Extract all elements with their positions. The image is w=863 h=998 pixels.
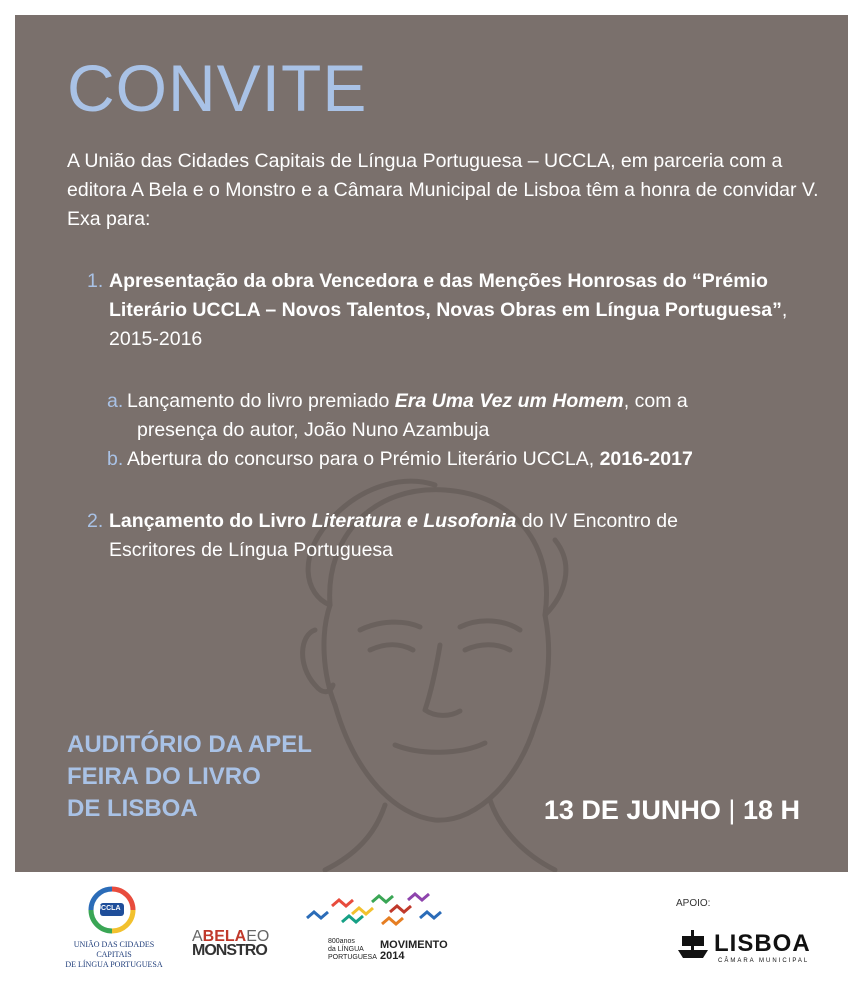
item1-bold-text: Apresentação da obra Vencedora e das Menções Honrosas do “Prémio Literário UCCLA – Novos Talentos, Novas Obras em Língua Portuguesa” (109, 270, 782, 321)
list-item-2 (87, 507, 807, 565)
uccla-name-line1: UNIÃO DAS CIDADES CAPITAIS (73, 940, 155, 959)
venue-block (67, 729, 312, 825)
item2-text: do IV Encontro de (516, 510, 678, 532)
list-item-b (107, 445, 807, 474)
book-title-era-uma-vez: Era Uma Vez um Homem (394, 390, 624, 412)
item2-line2: Escritores de Língua Portuguesa (109, 539, 394, 561)
movimento-year: 2014 (380, 950, 405, 962)
book-title-literatura: Literatura e Lusofonia (311, 510, 517, 532)
abela-a: A (192, 928, 203, 945)
uccla-name-line2: DE LÍNGUA PORTUGUESA (65, 960, 163, 969)
item-a-text-end: , com a (623, 390, 688, 412)
invitation-card (15, 15, 848, 872)
list-number-1: 1. (87, 270, 104, 292)
movimento-anos (328, 938, 377, 962)
item-b-text: Abertura do concurso para o Prémio Literário UCCLA, (127, 448, 600, 470)
abela-eo: EO (246, 928, 270, 945)
camara-municipal: CÂMARA MUNICIPAL (718, 958, 810, 964)
movimento-anos-1: 800anos (328, 938, 355, 945)
abela-monstro: MONSTRO (192, 942, 267, 959)
item-a-line2: presença do autor, João Nuno Azambuja (137, 419, 490, 441)
item1-years: , 2015-2016 (109, 299, 788, 350)
page-title: CONVITE (67, 51, 368, 125)
item-b-years: 2016-2017 (599, 448, 693, 470)
list-letter-b: b. (107, 448, 124, 470)
item2-bold-text: Lançamento do Livro (109, 510, 312, 532)
footer-logos (0, 872, 863, 998)
movimento-anos-3: PORTUGUESA (328, 954, 377, 961)
date-day: 13 DE JUNHO (543, 795, 721, 825)
abela-monstro-logo (192, 930, 269, 958)
venue-line-2: FEIRA DO LIVRO (67, 763, 261, 790)
date-separator: | (728, 795, 736, 825)
lisboa-wordmark: LISBOA (714, 930, 811, 957)
list-item-a (107, 387, 807, 445)
intro-paragraph: A União das Cidades Capitais de Língua Portuguesa – UCCLA, em parceria com a editora A Bela e o Monstro e a Câmara Municipal de Lisboa têm a honra de convidar V. Exa para: (67, 150, 819, 230)
item-a-text: Lançamento do livro premiado (127, 390, 395, 412)
list-letter-a: a. (107, 390, 124, 412)
uccla-badge-text: UCCLA (96, 905, 121, 912)
movimento-logo-icon (302, 888, 452, 938)
movimento-word: MOVIMENTO (380, 939, 448, 951)
lisboa-ship-icon (676, 928, 710, 962)
event-date (544, 795, 800, 826)
list-number-2: 2. (87, 510, 104, 532)
venue-line-1: AUDITÓRIO DA APEL (67, 731, 312, 758)
apoio-label: APOIO: (676, 898, 711, 909)
uccla-name (60, 940, 168, 970)
venue-line-3: DE LISBOA (67, 795, 198, 822)
list-item-1 (87, 267, 807, 354)
movimento-text (380, 940, 448, 962)
date-time: 18 H (742, 795, 800, 825)
movimento-anos-2: da LÍNGUA (328, 946, 364, 953)
abela-bela: BELA (202, 928, 247, 945)
